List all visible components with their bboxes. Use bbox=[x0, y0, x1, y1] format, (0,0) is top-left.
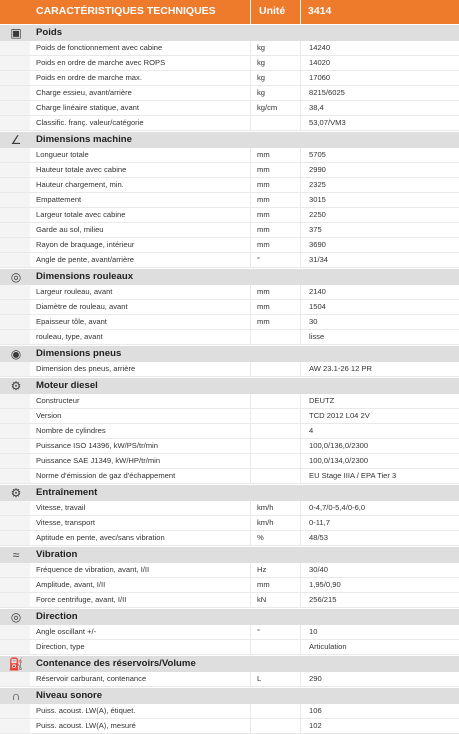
section-header bbox=[0, 608, 459, 625]
row-unit: Hz bbox=[257, 565, 267, 574]
weight-icon: ▣ bbox=[10, 26, 22, 40]
table-row bbox=[0, 640, 459, 655]
row-value: 100,0/136,0/2300 bbox=[309, 441, 369, 450]
table-row bbox=[0, 116, 459, 131]
row-value: 48/53 bbox=[309, 533, 329, 542]
row-label: Largeur rouleau, avant bbox=[36, 287, 113, 296]
row-label: Amplitude, avant, I/II bbox=[36, 580, 106, 589]
row-value: 102 bbox=[309, 721, 322, 730]
row-value: TCD 2012 L04 2V bbox=[309, 411, 370, 420]
table-row bbox=[0, 315, 459, 330]
row-value: 30/40 bbox=[309, 565, 329, 574]
section-title: Vibration bbox=[36, 549, 78, 560]
row-value: 256/215 bbox=[309, 595, 337, 604]
row-value: 106 bbox=[309, 706, 322, 715]
row-unit: L bbox=[257, 674, 262, 683]
section-title: Dimensions rouleaux bbox=[36, 271, 134, 282]
row-label: rouleau, type, avant bbox=[36, 332, 103, 341]
row-unit: mm bbox=[257, 180, 270, 189]
row-value: 2250 bbox=[309, 210, 326, 219]
row-value: 3015 bbox=[309, 195, 326, 204]
row-label: Poids de fonctionnement avec cabine bbox=[36, 43, 163, 52]
row-label: Force centrifuge, avant, I/II bbox=[36, 595, 127, 604]
row-unit: mm bbox=[257, 150, 270, 159]
table-row bbox=[0, 625, 459, 640]
row-value: 0-4,7/0-5,4/0-6,0 bbox=[309, 503, 366, 512]
table-row bbox=[0, 531, 459, 546]
row-label: Hauteur totale avec cabine bbox=[36, 165, 127, 174]
table-row bbox=[0, 238, 459, 253]
row-unit: mm bbox=[257, 287, 270, 296]
row-unit: kg bbox=[257, 43, 266, 52]
row-value: 375 bbox=[309, 225, 322, 234]
section-title: Entraînement bbox=[36, 487, 98, 498]
table-row bbox=[0, 163, 459, 178]
row-value: 53,07/VM3 bbox=[309, 118, 346, 127]
row-unit: mm bbox=[257, 165, 270, 174]
row-label: Puissance ISO 14396, kW/PS/tr/min bbox=[36, 441, 158, 450]
table-row bbox=[0, 300, 459, 315]
row-unit: kg bbox=[257, 73, 266, 82]
table-row bbox=[0, 439, 459, 454]
section-title: Direction bbox=[36, 611, 78, 622]
row-label: Dimension des pneus, arrière bbox=[36, 364, 136, 373]
row-label: Fréquence de vibration, avant, I/II bbox=[36, 565, 150, 574]
row-value: 10 bbox=[309, 627, 318, 636]
section-header bbox=[0, 345, 459, 362]
row-unit: km/h bbox=[257, 503, 274, 512]
engine-icon: ⚙ bbox=[10, 379, 22, 393]
row-label: Puiss. acoust. LW(A), étiquet. bbox=[36, 706, 136, 715]
table-row bbox=[0, 704, 459, 719]
table-row bbox=[0, 101, 459, 116]
row-label: Classific. franç. valeur/catégorie bbox=[36, 118, 144, 127]
row-unit: kN bbox=[257, 595, 267, 604]
section-header bbox=[0, 484, 459, 501]
row-label: Puiss. acoust. LW(A), mesuré bbox=[36, 721, 136, 730]
row-unit: mm bbox=[257, 195, 270, 204]
row-value: Articulation bbox=[309, 642, 347, 651]
row-value: 0-11,7 bbox=[309, 518, 330, 527]
table-row bbox=[0, 672, 459, 687]
table-row bbox=[0, 362, 459, 377]
table-row bbox=[0, 253, 459, 268]
table-row bbox=[0, 193, 459, 208]
row-label: Puissance SAE J1349, kW/HP/tr/min bbox=[36, 456, 161, 465]
row-value: 1504 bbox=[309, 302, 326, 311]
table-row bbox=[0, 578, 459, 593]
row-unit: kg bbox=[257, 58, 266, 67]
row-label: Charge essieu, avant/arrière bbox=[36, 88, 132, 97]
row-unit: mm bbox=[257, 210, 270, 219]
row-label: Vitesse, travail bbox=[36, 503, 86, 512]
section-title: Moteur diesel bbox=[36, 380, 98, 391]
row-label: Poids en ordre de marche max. bbox=[36, 73, 142, 82]
table-row bbox=[0, 424, 459, 439]
table-row bbox=[0, 178, 459, 193]
row-label: Version bbox=[36, 411, 62, 420]
row-value: 2325 bbox=[309, 180, 326, 189]
section-title: Contenance des réservoirs/Volume bbox=[36, 658, 196, 669]
header-model: 3414 bbox=[308, 5, 332, 17]
row-unit: ° bbox=[257, 627, 261, 636]
row-label: Norme d'émission de gaz d'échappement bbox=[36, 471, 176, 480]
row-label: Vitesse, transport bbox=[36, 518, 95, 527]
section-header bbox=[0, 131, 459, 148]
section-header bbox=[0, 24, 459, 41]
table-row bbox=[0, 593, 459, 608]
row-label: Rayon de braquage, intérieur bbox=[36, 240, 135, 249]
table-row bbox=[0, 409, 459, 424]
row-value: 1,95/0,90 bbox=[309, 580, 341, 589]
section-header bbox=[0, 268, 459, 285]
table-row bbox=[0, 469, 459, 484]
header-unit: Unité bbox=[259, 5, 286, 17]
table-row bbox=[0, 454, 459, 469]
row-label: Angle de pente, avant/arrière bbox=[36, 255, 134, 264]
row-value: 31/34 bbox=[309, 255, 329, 264]
section-title: Poids bbox=[36, 27, 63, 38]
row-unit: mm bbox=[257, 302, 270, 311]
section-header bbox=[0, 687, 459, 704]
drum-roller-icon: ◎ bbox=[10, 270, 22, 284]
row-label: Charge linéaire statique, avant bbox=[36, 103, 140, 112]
row-label: Garde au sol, milieu bbox=[36, 225, 104, 234]
table-row bbox=[0, 563, 459, 578]
row-label: Largeur totale avec cabine bbox=[36, 210, 126, 219]
table-row bbox=[0, 394, 459, 409]
row-label: Direction, type bbox=[36, 642, 85, 651]
section-title: Niveau sonore bbox=[36, 690, 103, 701]
table-row bbox=[0, 208, 459, 223]
row-label: Epaisseur tôle, avant bbox=[36, 317, 107, 326]
row-label: Hauteur chargement, min. bbox=[36, 180, 124, 189]
row-label: Réservoir carburant, contenance bbox=[36, 674, 147, 683]
section-header bbox=[0, 546, 459, 563]
row-value: 2140 bbox=[309, 287, 326, 296]
row-value: 5705 bbox=[309, 150, 326, 159]
row-value: lisse bbox=[309, 332, 325, 341]
row-label: Aptitude en pente, avec/sans vibration bbox=[36, 533, 165, 542]
row-value: 4 bbox=[309, 426, 314, 435]
row-value: DEUTZ bbox=[309, 396, 335, 405]
row-unit: mm bbox=[257, 225, 270, 234]
row-value: 100,0/134,0/2300 bbox=[309, 456, 369, 465]
row-unit: km/h bbox=[257, 518, 274, 527]
table-row bbox=[0, 330, 459, 345]
section-header bbox=[0, 655, 459, 672]
angle-ruler-icon: ∠ bbox=[10, 133, 22, 147]
row-value: 17060 bbox=[309, 73, 331, 82]
row-value: 2990 bbox=[309, 165, 326, 174]
section-title: Dimensions pneus bbox=[36, 348, 122, 359]
row-value: 8215/6025 bbox=[309, 88, 345, 97]
section-title: Dimensions machine bbox=[36, 134, 132, 145]
row-unit: mm bbox=[257, 317, 270, 326]
row-label: Angle oscillant +/- bbox=[36, 627, 97, 636]
row-value: 3690 bbox=[309, 240, 326, 249]
row-value: EU Stage IIIA / EPA Tier 3 bbox=[309, 471, 397, 480]
row-unit: ° bbox=[257, 255, 261, 264]
row-unit: kg bbox=[257, 88, 266, 97]
row-value: AW 23.1-26 12 PR bbox=[309, 364, 373, 373]
row-unit: % bbox=[257, 533, 264, 542]
table-row bbox=[0, 41, 459, 56]
headphones-icon: ∩ bbox=[11, 689, 21, 703]
table-row bbox=[0, 516, 459, 531]
row-label: Longueur totale bbox=[36, 150, 89, 159]
row-label: Constructeur bbox=[36, 396, 80, 405]
table-row bbox=[0, 501, 459, 516]
vibration-icon: ≈ bbox=[12, 548, 20, 562]
header-title: CARACTÉRISTIQUES TECHNIQUES bbox=[36, 5, 216, 17]
row-value: 38,4 bbox=[309, 103, 324, 112]
row-label: Empattement bbox=[36, 195, 82, 204]
table-row bbox=[0, 71, 459, 86]
table-row bbox=[0, 148, 459, 163]
table-row bbox=[0, 86, 459, 101]
table-header bbox=[0, 0, 459, 24]
table-row bbox=[0, 223, 459, 238]
row-label: Poids en ordre de marche avec ROPS bbox=[36, 58, 166, 67]
row-value: 14020 bbox=[309, 58, 331, 67]
table-row bbox=[0, 56, 459, 71]
row-unit: mm bbox=[257, 240, 270, 249]
table-row bbox=[0, 285, 459, 300]
tire-icon: ◉ bbox=[10, 347, 22, 361]
row-value: 30 bbox=[309, 317, 318, 326]
row-label: Nombre de cylindres bbox=[36, 426, 106, 435]
row-unit: kg/cm bbox=[257, 103, 278, 112]
fuel-pump-icon: ⛽ bbox=[8, 657, 24, 671]
section-header bbox=[0, 377, 459, 394]
row-value: 290 bbox=[309, 674, 322, 683]
gears-icon: ⚙ bbox=[10, 486, 22, 500]
spec-table-body bbox=[0, 24, 459, 734]
row-unit: mm bbox=[257, 580, 270, 589]
steering-wheel-icon: ◎ bbox=[10, 610, 22, 624]
table-row bbox=[0, 719, 459, 734]
row-value: 14240 bbox=[309, 43, 331, 52]
row-label: Diamètre de rouleau, avant bbox=[36, 302, 128, 311]
